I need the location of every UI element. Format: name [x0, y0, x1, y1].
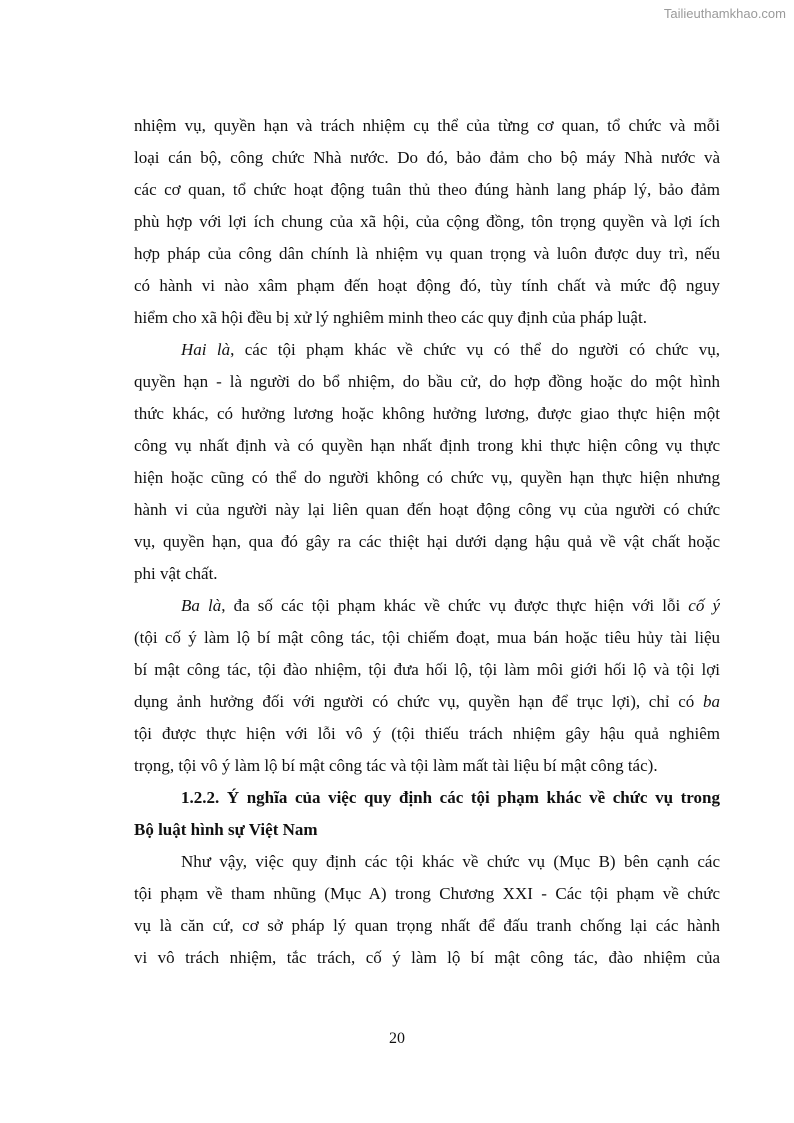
- text-line: tội được thực hiện với lỗi vô ý (tội thiếu trách nhiệm gây hậu quả nghiêm: [134, 724, 720, 743]
- text-fragment: dụng ảnh hưởng đối với người có chức vụ, quyền hạn để trục lợi), chỉ có: [134, 692, 703, 711]
- italic-lead: Ba là: [181, 596, 222, 615]
- text-line: vụ, quyền hạn, qua đó gây ra các thiệt hại dưới dạng hậu quả về vật chất hoặc: [134, 532, 720, 551]
- text-line: trọng, tội vô ý làm lộ bí mật công tác và tội làm mất tài liệu bí mật công tác).: [134, 756, 658, 775]
- text-line: hiểm cho xã hội đều bị xử lý nghiêm minh theo các quy định của pháp luật.: [134, 308, 647, 327]
- text-line: hiện hoặc cũng có thể do người không có chức vụ, quyền hạn thực hiện nhưng: [134, 468, 720, 487]
- page-number: 20: [389, 1030, 405, 1047]
- text-line: phù hợp với lợi ích chung của xã hội, của cộng đồng, tôn trọng quyền và lợi ích: [134, 212, 720, 231]
- text-line: loại cán bộ, công chức Nhà nước. Do đó, bảo đảm cho bộ máy Nhà nước và: [134, 148, 720, 167]
- text-line: thức khác, có hưởng lương hoặc không hưởng lương, được giao thực hiện một: [134, 404, 720, 423]
- text-line: hợp pháp của công dân chính là nhiệm vụ quan trọng và luôn được duy trì, nếu: [134, 244, 720, 263]
- text-line: (tội cố ý làm lộ bí mật công tác, tội chiếm đoạt, mua bán hoặc tiêu hủy tài liệu: [134, 628, 720, 647]
- section-heading: 1.2.2. Ý nghĩa của việc quy định các tội phạm khác về chức vụ trong: [181, 788, 720, 807]
- text-fragment: , các tội phạm khác về chức vụ có thể do người có chức vụ,: [230, 340, 720, 359]
- text-line: nhiệm vụ, quyền hạn và trách nhiệm cụ thể của từng cơ quan, tổ chức và mỗi: [134, 116, 720, 135]
- text-line: phi vật chất.: [134, 564, 218, 583]
- text-line: tội phạm về tham nhũng (Mục A) trong Chương XXI - Các tội phạm về chức: [134, 884, 720, 903]
- text-line: hành vi của người này lại liên quan đến hoạt động công vụ của người có chức: [134, 500, 720, 519]
- text-line: quyền hạn - là người do bổ nhiệm, do bầu cử, do hợp đồng hoặc do một hình: [134, 372, 720, 391]
- italic-term: cố ý: [688, 596, 721, 615]
- watermark: Tailieuthamkhao.com: [663, 6, 786, 21]
- text-line: các cơ quan, tổ chức hoạt động tuân thủ theo đúng hành lang pháp lý, bảo đảm: [134, 180, 720, 199]
- section-heading-continued: Bộ luật hình sự Việt Nam: [134, 820, 318, 839]
- italic-lead: Hai là: [181, 340, 231, 359]
- text-line: vi vô trách nhiệm, tắc trách, cố ý làm lộ bí mật công tác, đào nhiệm của: [134, 948, 720, 967]
- text-line: [134, 686, 720, 718]
- text-fragment: , đa số các tội phạm khác về chức vụ được thực hiện với lỗi: [221, 596, 689, 615]
- text-line: [134, 334, 720, 366]
- text-line: Như vậy, việc quy định các tội khác về chức vụ (Mục B) bên cạnh các: [181, 852, 720, 871]
- text-line: có hành vi nào xâm phạm đến hoạt động đó, tùy tính chất và mức độ nguy: [134, 276, 720, 295]
- text-line: công vụ nhất định và có quyền hạn nhất định trong khi thực hiện công vụ thực: [134, 436, 720, 455]
- text-line: bí mật công tác, tội đào nhiệm, tội đưa hối lộ, tội làm môi giới hối lộ và tội lợi: [134, 660, 720, 679]
- italic-term: ba: [703, 692, 720, 711]
- text-line: [134, 590, 720, 622]
- text-line: vụ là căn cứ, cơ sở pháp lý quan trọng nhất để đấu tranh chống lại các hành: [134, 916, 720, 935]
- document-body: [134, 110, 720, 974]
